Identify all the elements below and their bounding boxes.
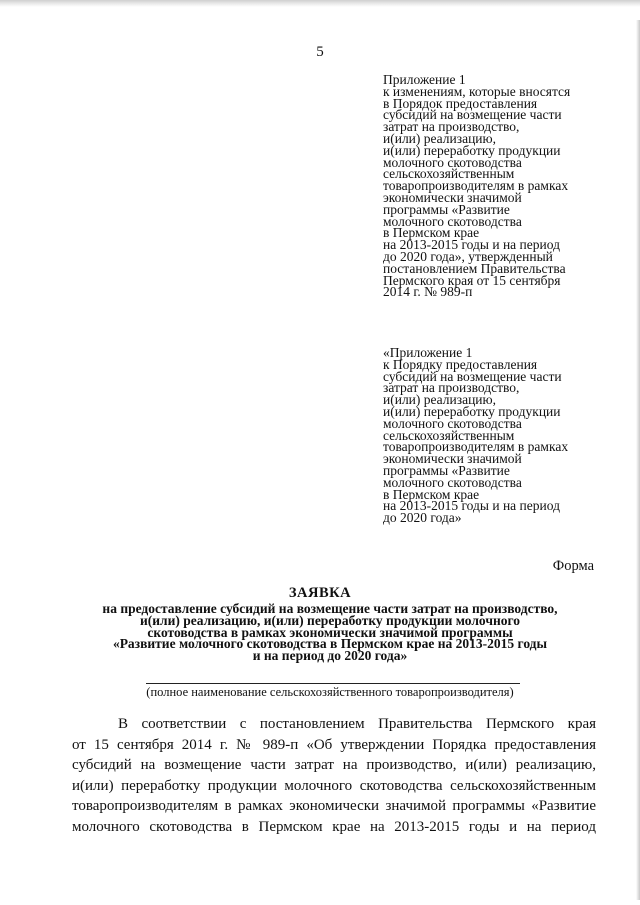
annex-1-line: программы «Развитие: [383, 201, 510, 217]
annex-1-line: Пермского края от 15 сентября: [383, 272, 561, 288]
annex-1-line: и(или) переработку продукции: [383, 142, 561, 158]
signature-caption: (полное наименование сельскохозяйственного товаропроизводителя): [146, 685, 514, 699]
annex-1-line: до 2020 года», утвержденный: [383, 248, 553, 264]
body-line: субсидий на возмещение части затрат на производство, и(или) реализацию,: [72, 757, 596, 773]
body-paragraph: [72, 714, 596, 837]
annex-1-line: и(или) реализацию,: [383, 130, 496, 146]
annex-1-line: сельскохозяйственным: [383, 166, 515, 182]
subtitle-line: и(или) реализацию, и(или) переработку продукции молочного: [139, 612, 521, 628]
subtitle-line: и на период до 2020 года»: [252, 648, 408, 664]
body-line: товаропроизводителям в рамках экономически значимой программы «Развитие: [72, 798, 596, 814]
signature-line: [146, 683, 520, 684]
scan-edge-top: [0, 0, 640, 7]
annex-2-line: на 2013-2015 годы и на период: [383, 498, 560, 514]
annex-1-line: молочного скотоводства: [383, 154, 522, 170]
page-number: 5: [316, 44, 324, 60]
annex-2-line: экономически значимой: [383, 451, 522, 467]
body-line: от 15 сентября 2014 г. № 989-п «Об утверждении Порядка предоставления: [72, 736, 596, 753]
annex-2-line: молочного скотоводства: [383, 474, 522, 490]
scan-edge-right: [636, 20, 640, 900]
body-line: и(или) переработку продукции молочного скотоводства сельскохозяйственным: [72, 777, 596, 794]
annex-2-line: сельскохозяйственным: [383, 427, 515, 443]
annex-2-line: товаропроизводителям в рамках: [383, 439, 569, 455]
annex-1-line: субсидий на возмещение части: [383, 107, 562, 123]
annex-1-line: экономически значимой: [383, 189, 522, 205]
annex-1-line: к изменениям, которые вносятся: [383, 83, 571, 99]
annex-2-line: затрат на производство,: [383, 380, 520, 396]
annex-2-line: к Порядку предоставления: [383, 356, 538, 372]
annex-2-line: программы «Развитие: [383, 462, 510, 478]
annex-1-line: в Пермском крае: [383, 225, 480, 241]
annex-2-block: [383, 347, 615, 524]
document-title: ЗАЯВКА: [288, 585, 352, 601]
annex-1-line: молочного скотоводства: [383, 213, 522, 229]
annex-2-line: молочного скотоводства: [383, 415, 522, 431]
subtitle-line: «Развитие молочного скотоводства в Пермском крае на 2013-2015 годы: [112, 636, 548, 652]
annex-2-line: в Пермском крае: [383, 486, 480, 502]
annex-1-line: Приложение 1: [383, 72, 466, 87]
annex-2-line: и(или) реализацию,: [383, 392, 496, 408]
annex-1-line: в Порядок предоставления: [383, 95, 538, 111]
subtitle-line: скотоводства в рамках экономически значимой программы: [147, 624, 513, 640]
body-line: молочного скотоводства в Пермском крае на 2013-2015 годы и на период: [72, 818, 596, 835]
annex-1-line: 2014 г. № 989-п: [383, 284, 473, 300]
form-label: Форма: [552, 558, 594, 574]
annex-1-block: [383, 74, 615, 298]
annex-1-line: на 2013-2015 годы и на период: [383, 237, 560, 253]
annex-2-line: и(или) переработку продукции: [383, 403, 561, 419]
body-line: В соответствии с постановлением Правительства Пермского края: [118, 716, 596, 732]
annex-2-line: субсидий на возмещение части: [383, 368, 562, 384]
document-subtitle: [60, 603, 600, 662]
annex-1-line: товаропроизводителям в рамках: [383, 178, 569, 194]
subtitle-line: на предоставление субсидий на возмещение части затрат на производство,: [102, 601, 558, 616]
annex-1-line: постановлением Правительства: [383, 260, 566, 276]
annex-1-line: затрат на производство,: [383, 119, 520, 135]
annex-2-line: «Приложение 1: [383, 345, 473, 360]
annex-2-line: до 2020 года»: [383, 510, 462, 526]
